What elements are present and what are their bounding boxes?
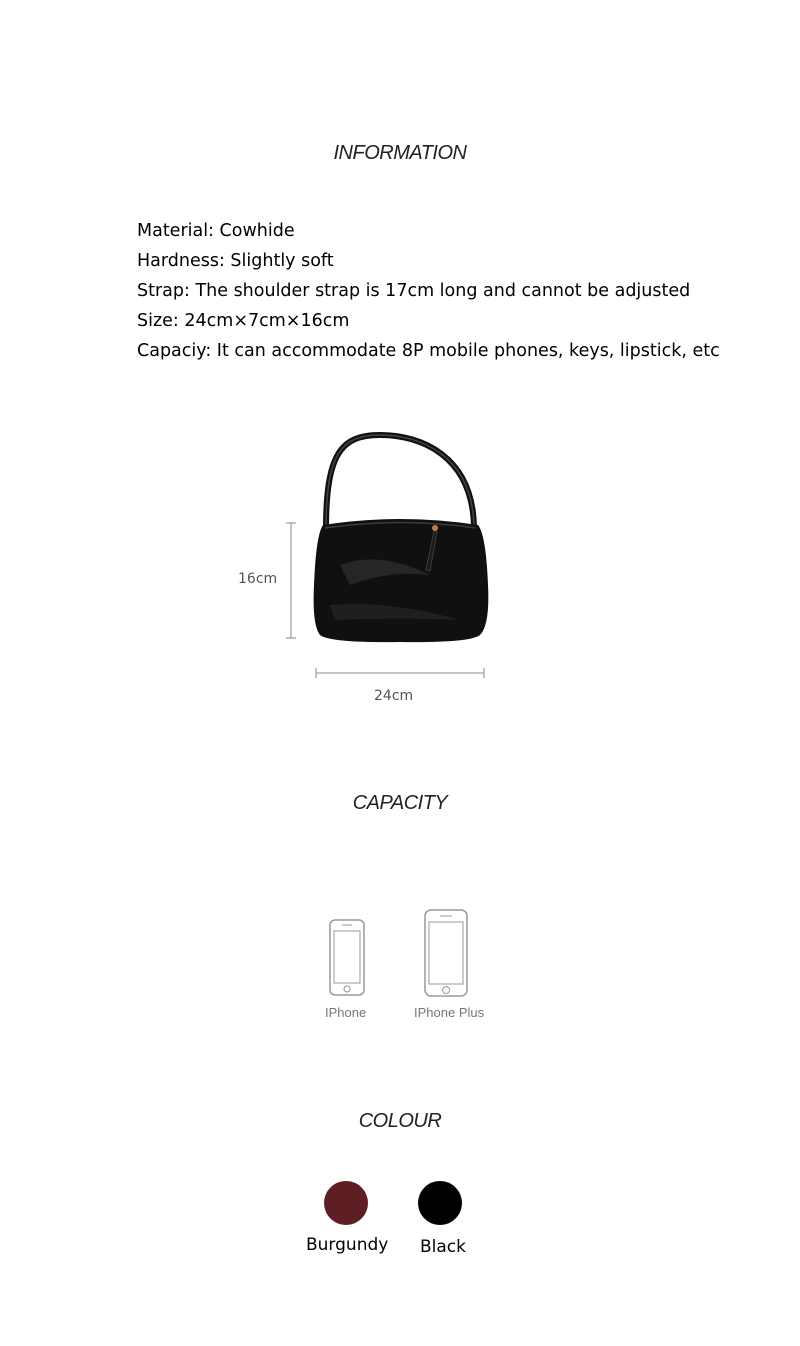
information-title: INFORMATION: [333, 142, 467, 164]
swatch-label-burgundy: Burgundy: [306, 1235, 389, 1255]
bag-body: [314, 519, 489, 642]
swatch-black[interactable]: [418, 1181, 462, 1225]
info-capacity: Capaciy: It can accommodate 8P mobile phones, keys, lipstick, etc: [137, 341, 720, 361]
phone-icon: [330, 920, 364, 995]
info-strap: Strap: The shoulder strap is 17cm long and cannot be adjusted: [137, 281, 691, 301]
colour-title: COLOUR: [358, 1110, 442, 1132]
info-size: Size: 24cm×7cm×16cm: [137, 311, 350, 331]
swatch-label-black: Black: [420, 1237, 466, 1257]
bag-strap: [326, 435, 474, 530]
info-hardness: Hardness: Slightly soft: [137, 251, 334, 271]
phone-label-iphone-plus: IPhone Plus: [414, 1005, 485, 1020]
info-material: Material: Cowhide: [137, 221, 295, 241]
capacity-title: CAPACITY: [352, 792, 448, 814]
bag-dimension-figure: [230, 425, 530, 715]
phone-plus-icon: [425, 910, 467, 996]
height-label: 16cm: [238, 571, 278, 587]
phone-label-iphone: IPhone: [325, 1005, 367, 1020]
width-label: 24cm: [374, 688, 414, 704]
info-list: [137, 216, 720, 366]
swatch-burgundy[interactable]: [324, 1181, 368, 1225]
